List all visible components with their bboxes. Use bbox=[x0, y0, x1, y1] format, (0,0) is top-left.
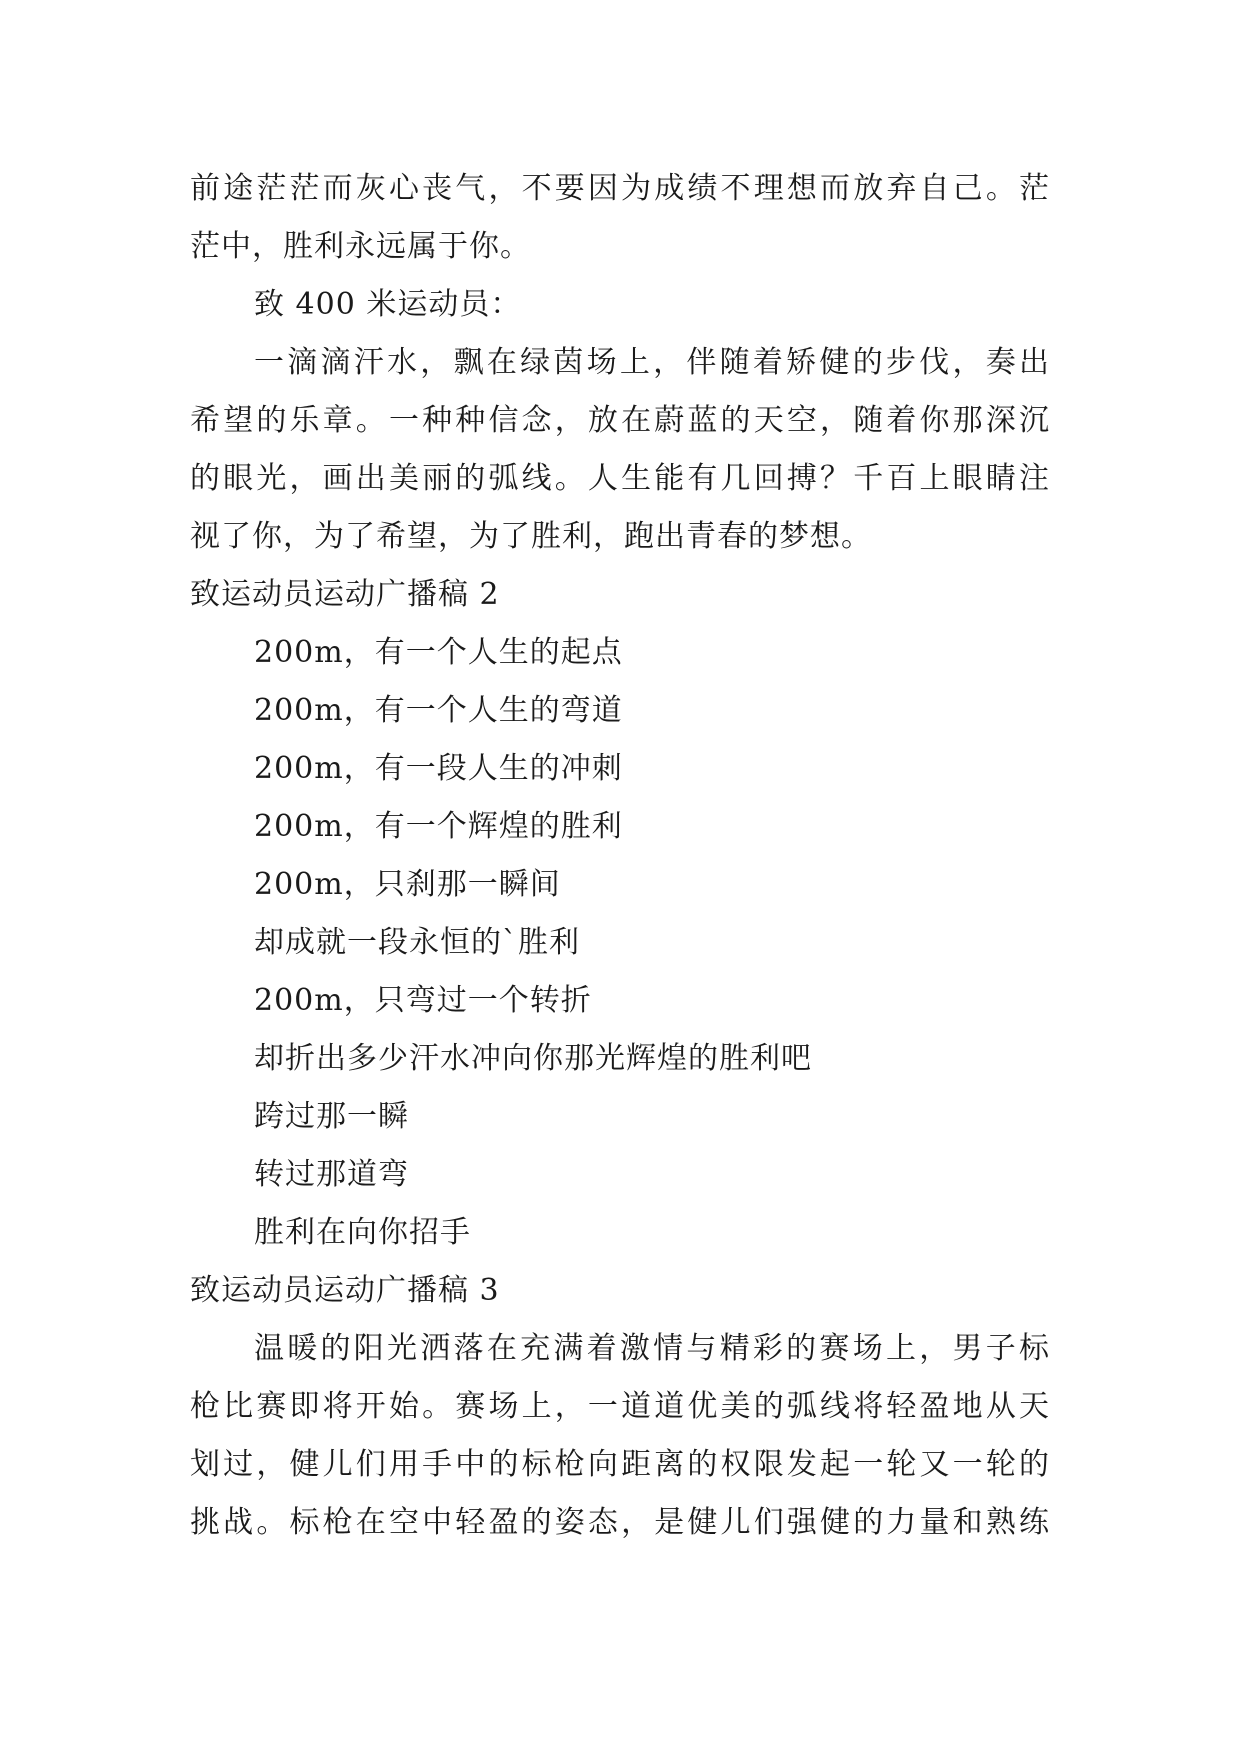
verse-line: 200m，只弯过一个转折 bbox=[254, 983, 592, 1018]
verse-line: 200m，有一个辉煌的胜利 bbox=[254, 809, 623, 844]
verse-line: 转过那道弯 bbox=[254, 1157, 409, 1192]
document-body bbox=[190, 160, 1050, 1552]
verse-line: 却折出多少汗水冲向你那光辉煌的胜利吧 bbox=[254, 1041, 812, 1076]
dedication-line: 致 400 米运动员： bbox=[254, 287, 522, 322]
paragraph-line: 划过，健儿们用手中的标枪向距离的权限发起一轮又一轮的 bbox=[190, 1447, 1050, 1482]
paragraph-line: 茫中，胜利永远属于你。 bbox=[190, 229, 531, 264]
section-heading: 致运动员运动广播稿 3 bbox=[190, 1273, 500, 1308]
paragraph-line: 希望的乐章。一种种信念，放在蔚蓝的天空，随着你那深沉 bbox=[190, 403, 1050, 438]
paragraph-line: 挑战。标枪在空中轻盈的姿态，是健儿们强健的力量和熟练 bbox=[190, 1505, 1050, 1540]
verse-line: 胜利在向你招手 bbox=[254, 1215, 471, 1250]
verse-line: 跨过那一瞬 bbox=[254, 1099, 409, 1134]
verse-line: 200m，有一段人生的冲刺 bbox=[254, 751, 623, 786]
paragraph-line: 温暖的阳光洒落在充满着激情与精彩的赛场上，男子标 bbox=[254, 1331, 1050, 1366]
verse-line: 200m，有一个人生的起点 bbox=[254, 635, 623, 670]
section-heading: 致运动员运动广播稿 2 bbox=[190, 577, 500, 612]
paragraph-line: 前途茫茫而灰心丧气，不要因为成绩不理想而放弃自己。茫 bbox=[190, 171, 1050, 206]
paragraph-line: 视了你，为了希望，为了胜利，跑出青春的梦想。 bbox=[190, 519, 872, 554]
verse-line: 200m，只刹那一瞬间 bbox=[254, 867, 561, 902]
paragraph-line: 枪比赛即将开始。赛场上，一道道优美的弧线将轻盈地从天 bbox=[190, 1389, 1050, 1424]
paragraph-line: 一滴滴汗水，飘在绿茵场上，伴随着矫健的步伐，奏出 bbox=[254, 345, 1050, 380]
paragraph-line: 的眼光，画出美丽的弧线。人生能有几回搏？千百上眼睛注 bbox=[190, 461, 1050, 496]
verse-line: 却成就一段永恒的`胜利 bbox=[254, 925, 580, 960]
verse-line: 200m，有一个人生的弯道 bbox=[254, 693, 623, 728]
